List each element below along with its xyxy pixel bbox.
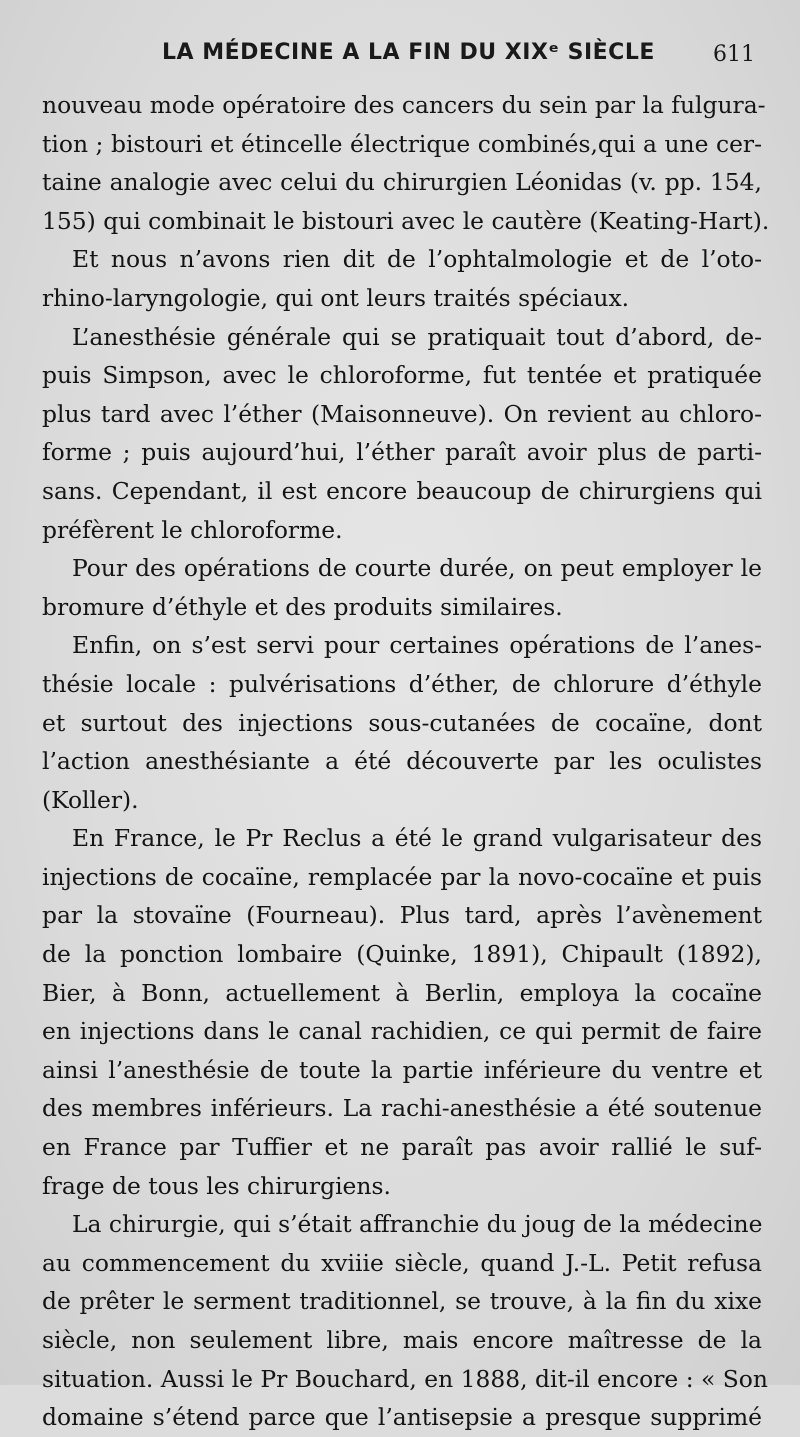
text-line: frage de tous les chirurgiens. [42, 1171, 391, 1200]
text-line: rhino-laryngologie, qui ont leurs traités spéciaux. [42, 283, 630, 312]
text-line: La chirurgie, qui s’était affranchie du joug de la médecine [72, 1210, 763, 1239]
text-line: L’anesthésie générale qui se pratiquait tout d’abord, de- [72, 322, 762, 351]
text-line: au commencement du xviiie siècle, quand J.-L. Petit refusa [42, 1248, 762, 1277]
text-line: injections de cocaïne, remplacée par la novo-cocaïne et puis [42, 862, 762, 891]
text-line: thésie locale : pulvérisations d’éther, de chlorure d’éthyle [42, 669, 762, 698]
text-line: Enfin, on s’est servi pour certaines opérations de l’anes- [72, 631, 762, 660]
text-line: Bier, à Bonn, actuellement à Berlin, employa la cocaïne [42, 978, 762, 1007]
text-line: en injections dans le canal rachidien, ce qui permit de faire [42, 1017, 762, 1046]
text-line: et surtout des injections sous-cutanées de cocaïne, dont [42, 708, 762, 737]
text-line: taine analogie avec celui du chirurgien Léonidas (v. pp. 154, [42, 168, 762, 197]
text-line: plus tard avec l’éther (Maisonneuve). On revient au chloro- [42, 399, 762, 428]
text-line: en France par Tuffier et ne paraît pas avoir rallié le suf- [42, 1133, 762, 1162]
text-line: Pour des opérations de courte durée, on peut employer le [72, 554, 762, 583]
text-line: des membres inférieurs. La rachi-anesthésie a été soutenue [42, 1094, 762, 1123]
page-header [0, 40, 800, 80]
text-line: préfèrent le chloroforme. [42, 515, 343, 544]
text-line: l’action anesthésiante a été découverte par les oculistes [42, 747, 762, 776]
text-line: tion ; bistouri et étincelle électrique combinés,qui a une cer- [42, 129, 762, 158]
text-line: de la ponction lombaire (Quinke, 1891), Chipault (1892), [42, 940, 762, 969]
text-line: forme ; puis aujourd’hui, l’éther paraît avoir plus de parti- [42, 438, 762, 467]
text-line: de prêter le serment traditionnel, se trouve, à la fin du xixe [42, 1287, 762, 1316]
text-line: sans. Cependant, il est encore beaucoup de chirurgiens qui [42, 476, 762, 505]
text-line: En France, le Pr Reclus a été le grand vulgarisateur des [72, 824, 762, 853]
page-number: 611 [713, 42, 755, 67]
text-line: par la stovaïne (Fourneau). Plus tard, après l’avènement [42, 901, 762, 930]
text-line: Et nous n’avons rien dit de l’ophtalmologie et de l’oto- [72, 245, 762, 274]
text-line: domaine s’étend parce que l’antisepsie a presque supprimé [42, 1403, 762, 1432]
body-text [42, 86, 770, 1437]
text-line: (Koller). [42, 785, 139, 814]
text-line: bromure d’éthyle et des produits similaires. [42, 592, 563, 621]
text-line: ainsi l’anesthésie de toute la partie inférieure du ventre et [42, 1055, 762, 1084]
text-line: nouveau mode opératoire des cancers du sein par la fulgura- [42, 91, 766, 119]
text-line: 155) qui combinait le bistouri avec le cautère (Keating-Hart). [42, 206, 770, 235]
text-line: puis Simpson, avec le chloroforme, fut tentée et pratiquée [42, 361, 762, 390]
text-line: siècle, non seulement libre, mais encore maîtresse de la [42, 1326, 762, 1354]
running-head: LA MÉDECINE A LA FIN DU XIXᵉ SIÈCLE [162, 40, 655, 65]
text-line: situation. Aussi le Pr Bouchard, en 1888, dit-il encore : « Son [42, 1364, 768, 1393]
